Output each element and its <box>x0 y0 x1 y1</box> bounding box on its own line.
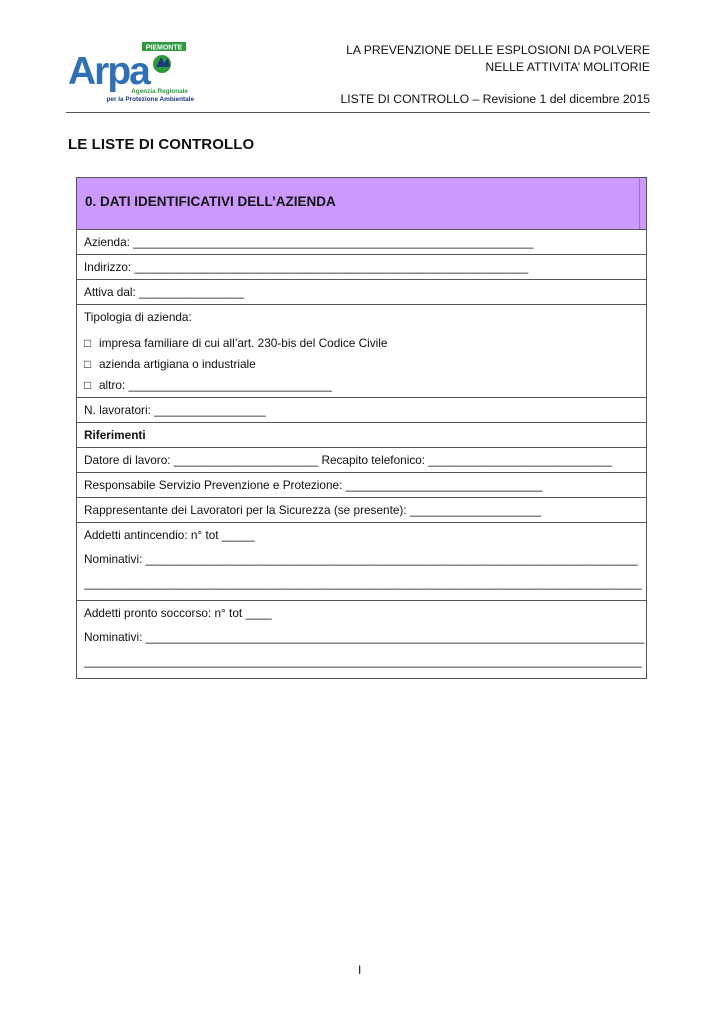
tipologia-option-altro[interactable] <box>84 374 646 395</box>
identification-form <box>76 177 647 679</box>
logo-tagline-2: per la Protezione Ambientale <box>106 96 194 103</box>
document-title: LE LISTE DI CONTROLLO <box>68 136 255 153</box>
tipologia-option-familiare[interactable] <box>84 332 646 353</box>
field-attiva-dal[interactable]: Attiva dal: ________________ <box>77 280 646 305</box>
soccorso-extra-line[interactable]: _____________________________________________________________________________________ <box>84 654 642 668</box>
document-header <box>340 42 650 108</box>
antincendio-nominativi[interactable]: Nominativi: ___________________________________________________________________________ <box>84 552 638 566</box>
field-azienda[interactable]: Azienda: _____________________________________________________________ <box>77 230 646 255</box>
field-rspp[interactable]: Responsabile Servizio Prevenzione e Protezione: ______________________________ <box>77 473 646 498</box>
riferimenti-heading: Riferimenti <box>77 423 646 448</box>
soccorso-nominativi[interactable]: Nominativi: ____________________________________________________________________________ <box>84 630 645 644</box>
header-title-line1: LA PREVENZIONE DELLE ESPLOSIONI DA POLVERE <box>346 43 650 57</box>
checkbox-icon[interactable]: □ <box>84 377 92 392</box>
page-number: I <box>358 963 362 977</box>
field-rls[interactable]: Rappresentante dei Lavoratori per la Sicurezza (se presente): ____________________ <box>77 498 646 523</box>
soccorso-count[interactable]: Addetti pronto soccorso: n° tot ____ <box>84 606 272 620</box>
field-addetti-soccorso <box>77 601 646 678</box>
option-label: azienda artigiana o industriale <box>99 356 256 371</box>
arpa-piemonte-logo <box>66 42 198 104</box>
option-label: impresa familiare di cui all’art. 230-bis del Codice Civile <box>99 335 388 350</box>
logo-tagline-1: Agenzia Regionale <box>131 88 188 95</box>
field-addetti-antincendio <box>77 523 646 601</box>
field-datore-recapito[interactable]: Datore di lavoro: ______________________ Recapito telefonico: ____________________________ <box>77 448 646 473</box>
antincendio-extra-line[interactable]: _____________________________________________________________________________________ <box>84 576 642 590</box>
field-indirizzo[interactable]: Indirizzo: ____________________________________________________________ <box>77 255 646 280</box>
section-heading: 0. DATI IDENTIFICATIVI DELL’AZIENDA <box>77 178 646 230</box>
field-tipologia <box>77 305 646 398</box>
tipologia-option-artigiana[interactable] <box>84 353 646 374</box>
field-n-lavoratori[interactable]: N. lavoratori: _________________ <box>77 398 646 423</box>
option-label: altro: _______________________________ <box>99 377 332 392</box>
checkbox-icon[interactable]: □ <box>84 335 92 350</box>
logo-region-text: PIEMONTE <box>145 44 183 52</box>
header-divider <box>66 112 650 113</box>
header-title-line2: NELLE ATTIVITA’ MOLITORIE <box>485 60 650 74</box>
header-revision: LISTE DI CONTROLLO – Revisione 1 del dicembre 2015 <box>340 92 650 106</box>
antincendio-count[interactable]: Addetti antincendio: n° tot _____ <box>84 528 255 542</box>
logo-wordmark: Arpa <box>68 50 149 93</box>
checkbox-icon[interactable]: □ <box>84 356 92 371</box>
tipologia-label: Tipologia di azienda: <box>84 310 192 324</box>
